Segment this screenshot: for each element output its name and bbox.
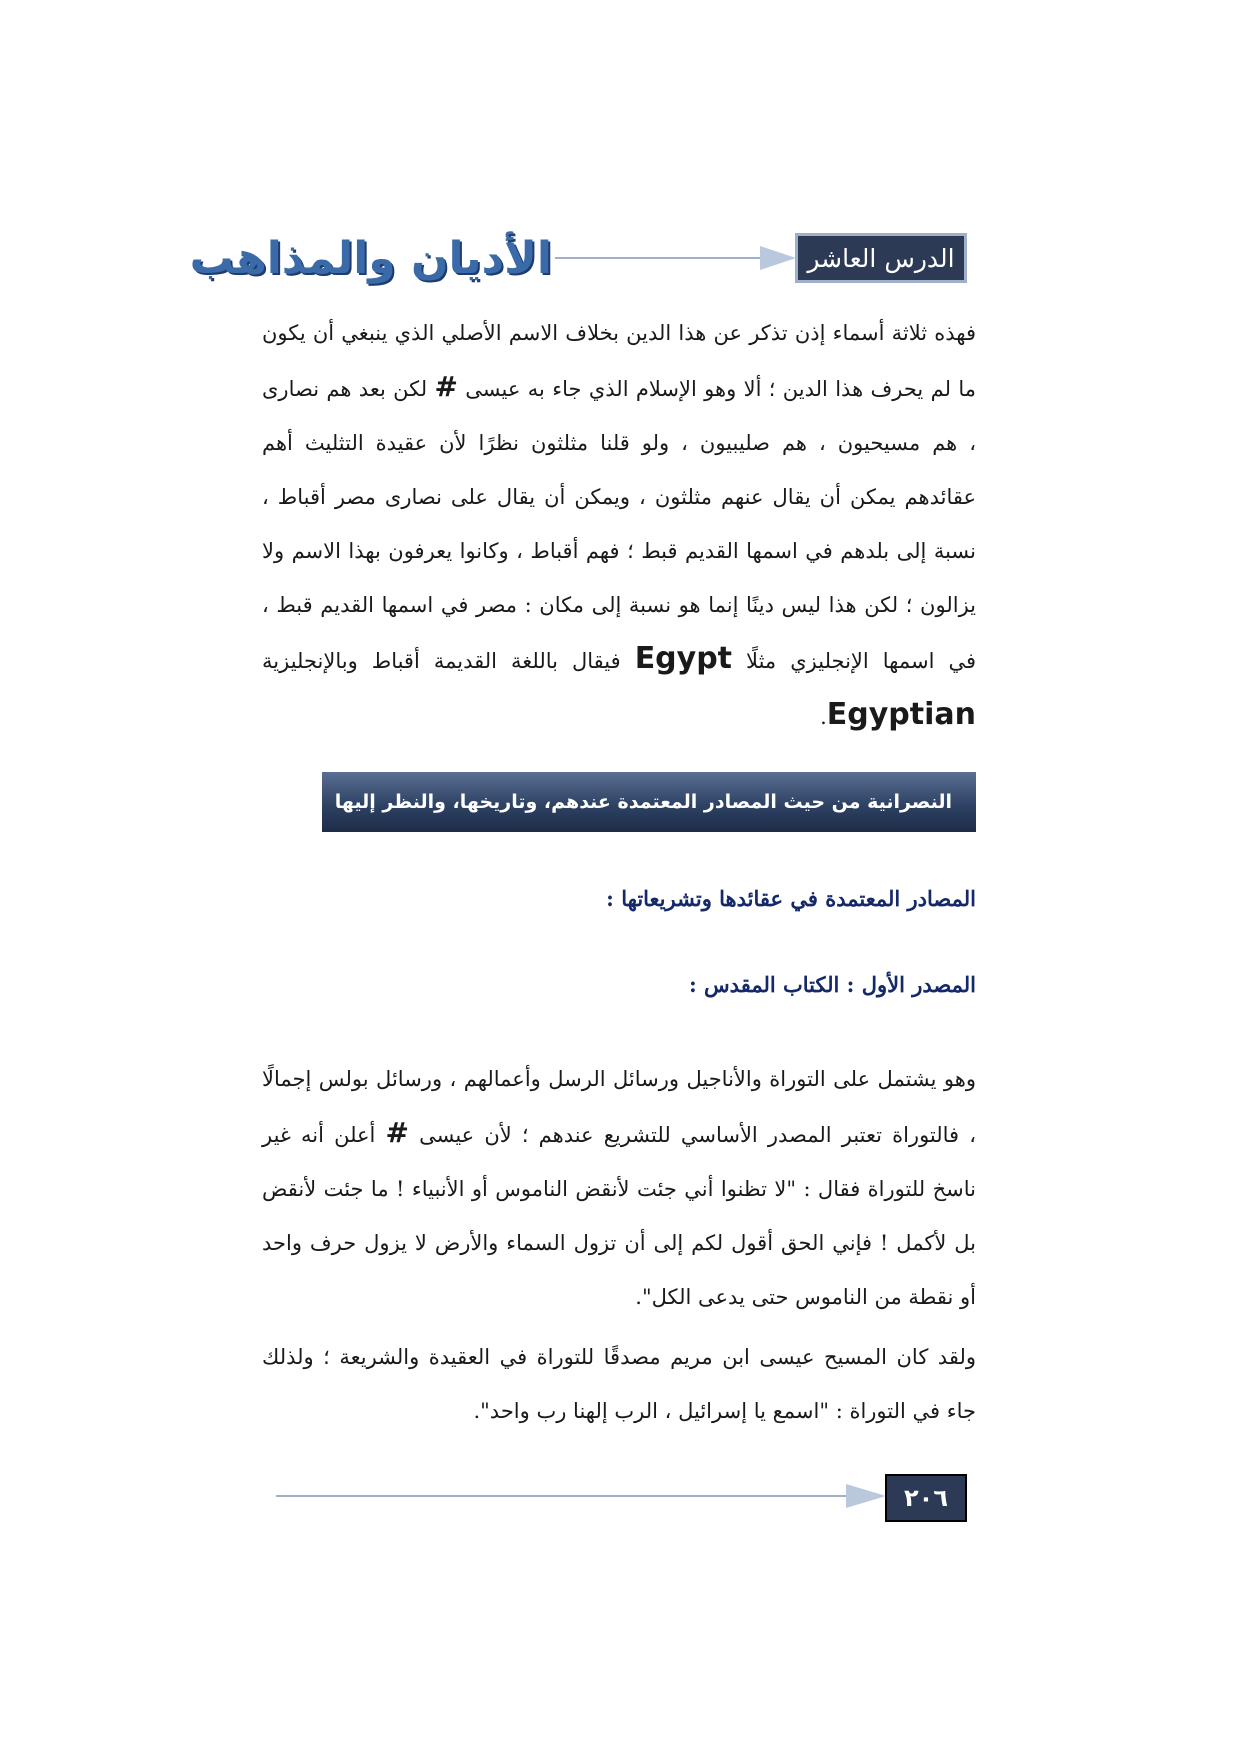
peace-symbol-2: # (385, 1116, 409, 1149)
section-banner-text: النصرانية من حيث المصادر المعتمدة عندهم، وتاريخها، والنظر إليها (334, 791, 952, 813)
footer-rule (276, 1495, 846, 1497)
page-number: ٢٠٦ (885, 1474, 967, 1522)
paragraph-1-text-a: فهذه ثلاثة أسماء إذن تذكر عن هذا الدين بخلاف الاسم الأصلي الذي ينبغي أن يكون ما لم يحرف هذا الدين ؛ ألا وهو الإسلام الذي جاء به عيسى (262, 321, 976, 401)
latin-word-egyptian: Egyptian (826, 697, 976, 732)
footer-pointer-arrow (846, 1484, 886, 1508)
lesson-pointer-arrow (760, 246, 796, 270)
peace-symbol: # (434, 370, 458, 403)
subheading-first-source: المصدر الأول : الكتاب المقدس : (688, 972, 976, 997)
paragraph-2 (262, 1052, 976, 1324)
paragraph-3: ولقد كان المسيح عيسى ابن مريم مصدقًا للتوراة في العقيدة والشريعة ؛ ولذلك جاء في التوراة : "اسمع يا إسرائيل ، الرب إلهنا رب واحد". (262, 1345, 976, 1423)
paragraph-1-text-c: فيقال باللغة القديمة أقباط وبالإنجليزية (262, 649, 635, 673)
paragraph-2-text-a: وهو يشتمل على التوراة والأناجيل ورسائل الرسل وأعمالهم ، ورسائل بولس إجمالًا ، فالتوراة تعتبر المصدر الأساسي للتشريع عندهم ؛ لأن عيسى (262, 1067, 976, 1147)
subheading-sources: المصادر المعتمدة في عقائدها وتشريعاتها : (606, 886, 976, 911)
paragraph-1 (262, 306, 976, 744)
paragraph-2-text-b: أعلن أنه غير ناسخ للتوراة فقال : "لا تظنوا أني جئت لأنقض الناموس أو الأنبياء ! ما جئت لأنقض بل لأكمل ! فإني الحق أقول لكم إلى أن تزول السماء والأرض لا يزول حرف واحد أو نقطة من الناموس حتى يدعى الكل". (262, 1123, 976, 1309)
lesson-label: الدرس العاشر (795, 233, 967, 283)
paragraph-1-text-b: لكن بعد هم نصارى ، هم مسيحيون ، هم صليبيون ، ولو قلنا مثلثون نظرًا لأن عقيدة التثليث أهم عقائدهم يمكن أن يقال عنهم مثلثون ، ويمكن أن يقال على نصارى مصر أقباط ، نسبة إلى بلدهم في اسمها القديم قبط ؛ فهم أقباط ، وكانوا يعرفون بهذا الاسم ولا يزالون ؛ لكن هذا ليس دينًا إنما هو نسبة إلى مكان : مصر في اسمها القديم قبط ، في اسمها الإنجليزي مثلًا (262, 377, 976, 673)
paragraph-1-end: . (820, 705, 827, 729)
header-rule (555, 257, 765, 259)
section-banner (322, 772, 976, 832)
book-title: الأديان والمذاهب (189, 233, 552, 284)
latin-word-egypt: Egypt (634, 641, 733, 676)
